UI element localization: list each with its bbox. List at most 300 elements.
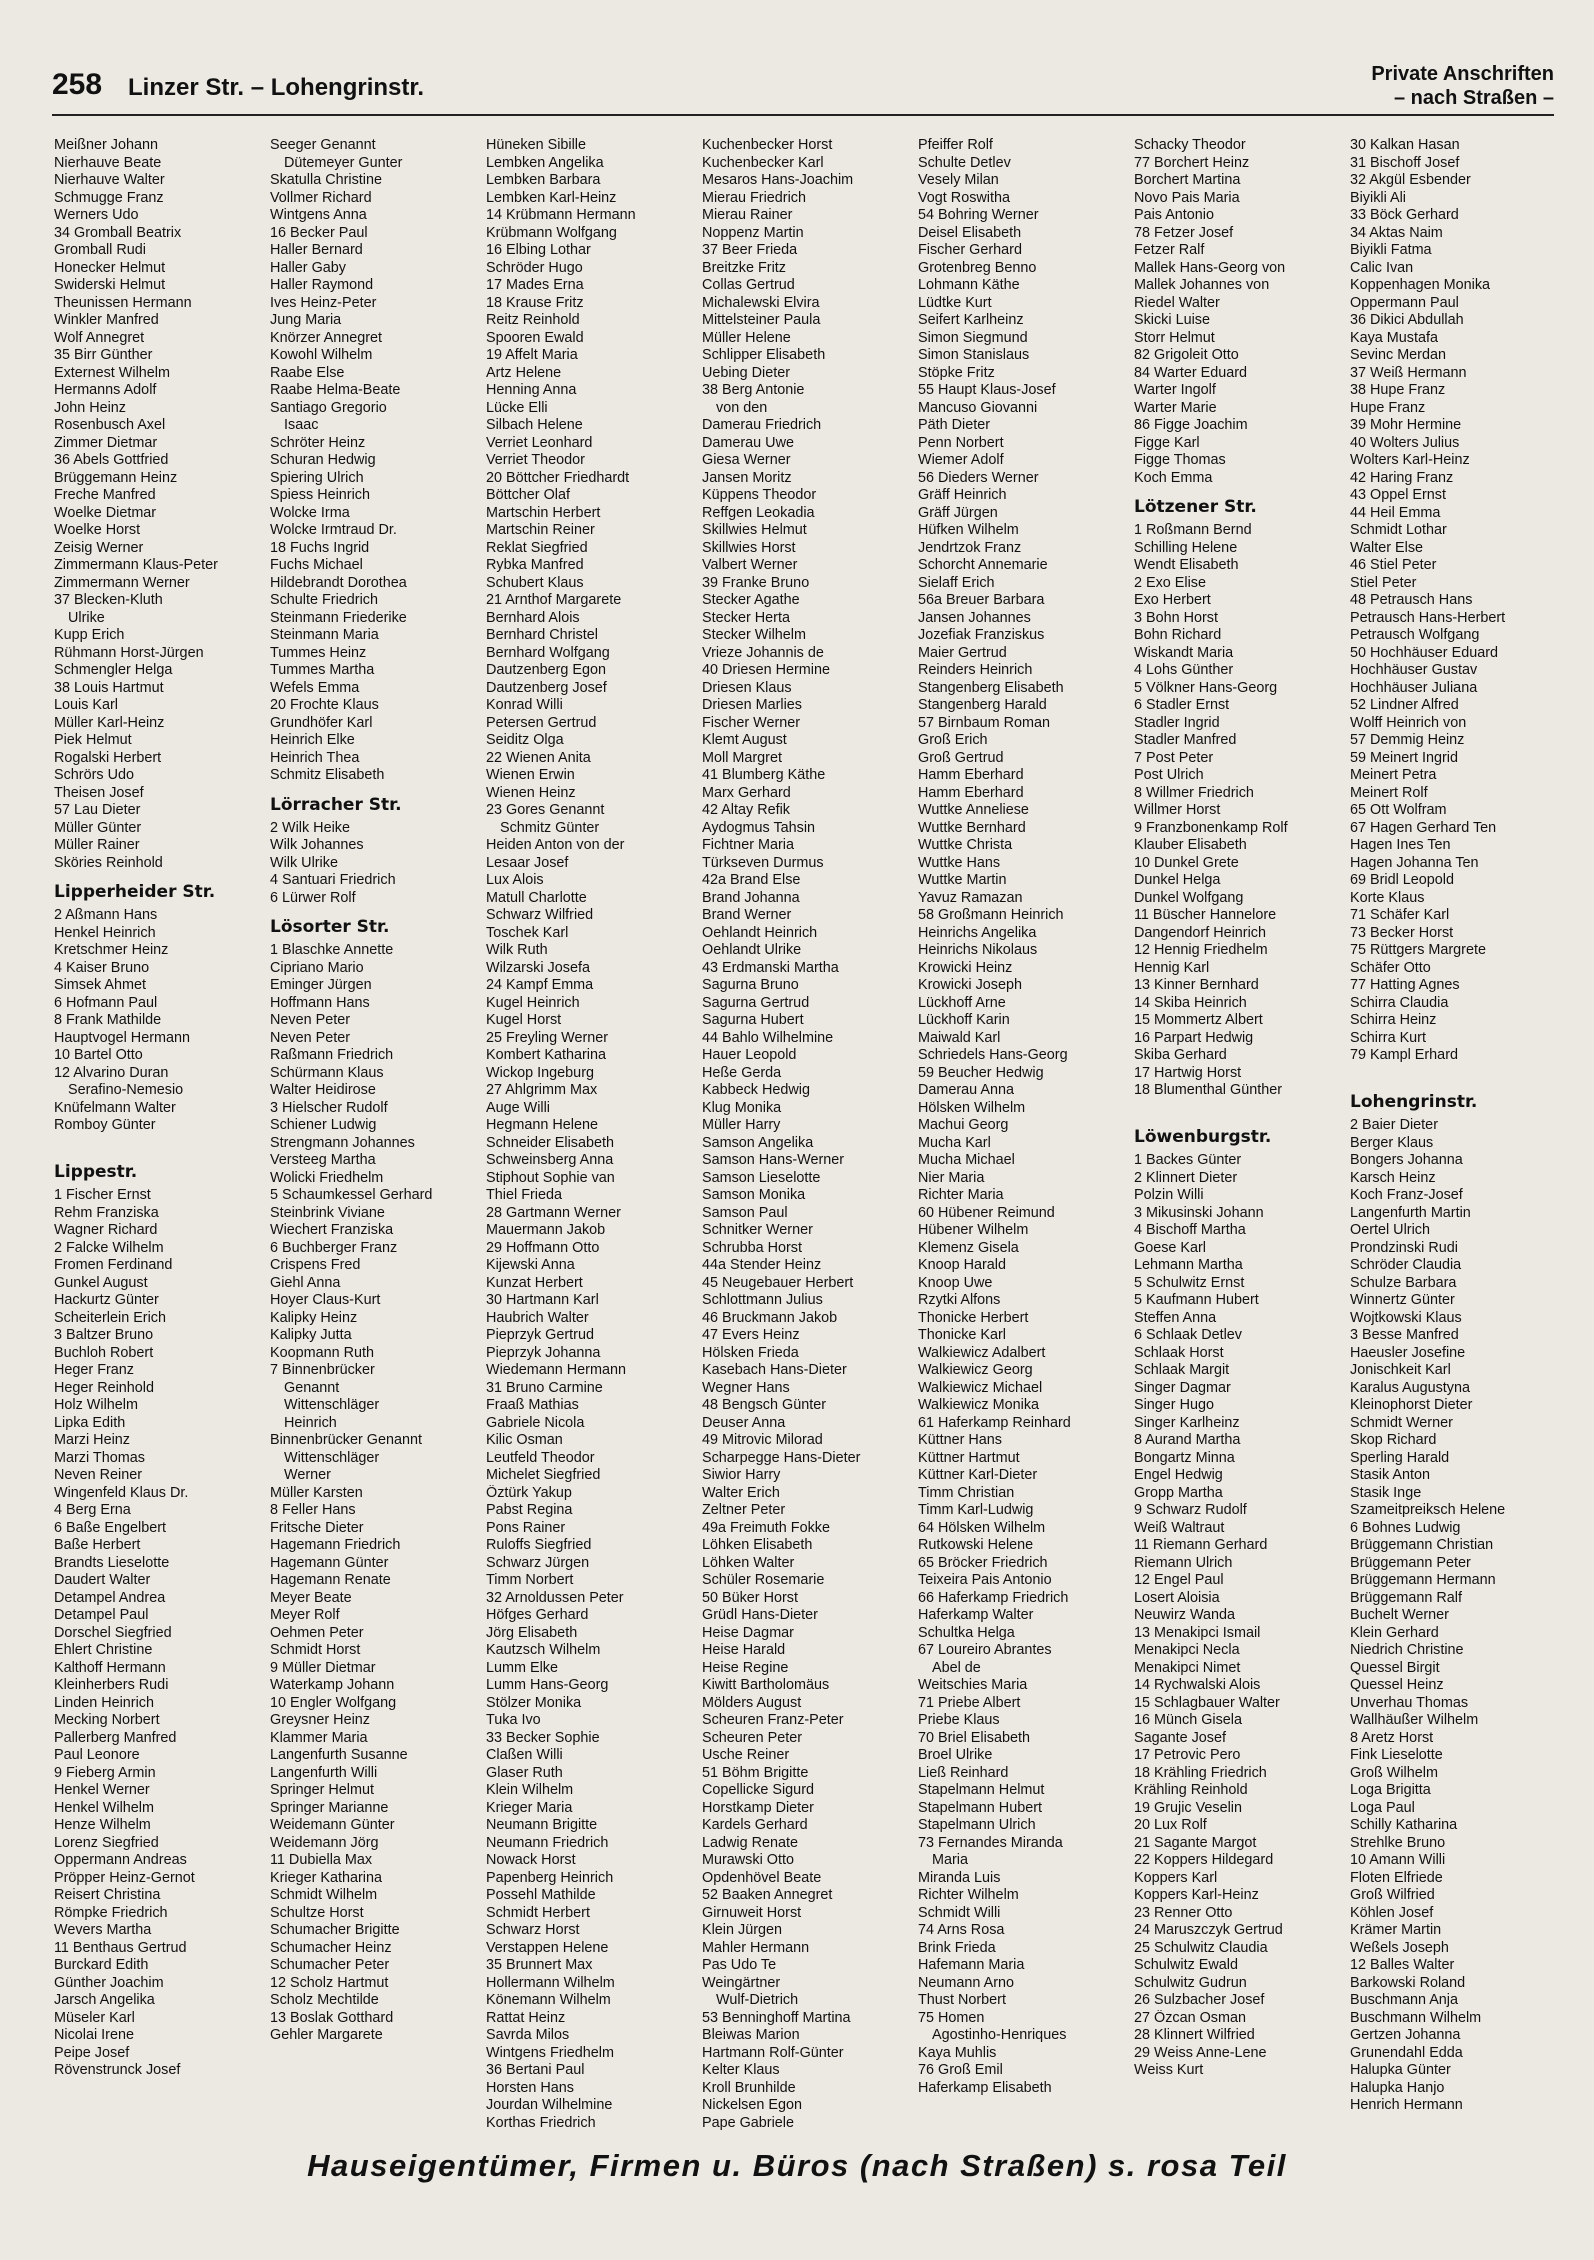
resident-entry: Walter Erich	[702, 1484, 780, 1501]
resident-entry: Hegmann Helene	[486, 1117, 598, 1133]
resident-entry: Oppermann Paul	[1350, 294, 1459, 311]
resident-entry: 16 Münch Gisela	[1134, 1712, 1242, 1728]
resident-entry: Springer Marianne	[270, 1799, 389, 1816]
resident-entry: Wendt Elisabeth	[1134, 557, 1239, 573]
resident-entry: Fetzer Ralf	[1134, 242, 1205, 258]
resident-entry: Walkiewicz Georg	[918, 1362, 1033, 1378]
resident-entry: Zimmer Dietmar	[54, 434, 158, 451]
resident-entry: Groß Wilhelm	[1350, 1764, 1438, 1781]
resident-entry: Kuchenbecker Horst	[702, 137, 833, 153]
resident-entry: 3 Baltzer Bruno	[54, 1327, 154, 1343]
resident-entry: Sperling Harald	[1350, 1449, 1450, 1466]
resident-entry: Heise Regine	[702, 1659, 789, 1676]
resident-entry: Lembken Barbara	[486, 172, 601, 188]
resident-entry: Reisert Christina	[54, 1887, 161, 1903]
resident-entry: Riemann Ulrich	[1134, 1554, 1233, 1571]
resident-entry: 36 Bertani Paul	[486, 2062, 585, 2078]
resident-entry: Daudert Walter	[54, 1572, 151, 1588]
resident-entry: 11 Dubiella Max	[270, 1852, 373, 1868]
resident-entry: Haferkamp Walter	[918, 1607, 1034, 1623]
resident-entry: Pallerberg Manfred	[54, 1729, 177, 1746]
resident-entry: Küttner Hans	[918, 1432, 1002, 1448]
resident-entry: Wolcke Irmtraud Dr.	[270, 522, 397, 538]
resident-entry: Wegner Hans	[702, 1379, 790, 1396]
resident-entry: 1 Blaschke Annette	[270, 942, 394, 958]
resident-entry: Ladwig Renate	[702, 1834, 799, 1851]
column-7	[1350, 137, 1562, 2115]
resident-entry: Schulwitz Gudrun	[1134, 1974, 1247, 1991]
resident-entry: Eminger Jürgen	[270, 977, 372, 993]
resident-entry: Calic Ivan	[1350, 259, 1414, 276]
resident-entry: Schulze Barbara	[1350, 1274, 1457, 1291]
resident-entry: Buchloh Robert	[54, 1344, 154, 1361]
resident-entry: Fischer Gerhard	[918, 242, 1022, 258]
resident-entry: Korthas Friedrich	[486, 2114, 596, 2131]
resident-entry: Bernhard Alois	[486, 609, 580, 626]
resident-entry: Klemt August	[702, 732, 787, 748]
resident-entry: Schriedels Hans-Georg	[918, 1047, 1068, 1063]
street-heading: Lötzener Str.	[1134, 497, 1257, 517]
resident-entry: Ulrike	[68, 609, 105, 626]
resident-entry: Koch Emma	[1134, 469, 1213, 486]
resident-entry: 12 Engel Paul	[1134, 1572, 1224, 1588]
resident-entry: Mallek Hans-Georg von	[1134, 259, 1286, 276]
resident-entry: Kelter Klaus	[702, 2062, 780, 2078]
resident-entry: Goese Karl	[1134, 1239, 1206, 1256]
resident-entry: Dorschel Siegfried	[54, 1624, 172, 1641]
resident-entry: Lembken Karl-Heinz	[486, 189, 617, 206]
resident-entry: Groß Wilfried	[1350, 1887, 1435, 1903]
resident-entry: Rattat Heinz	[486, 2009, 566, 2026]
resident-entry: Scholz Mechtilde	[270, 1992, 379, 2008]
resident-entry: Pabst Regina	[486, 1502, 573, 1518]
resident-entry: Freche Manfred	[54, 487, 156, 503]
resident-entry: Wilk Ruth	[486, 942, 548, 958]
resident-entry: Rogalski Herbert	[54, 749, 162, 766]
resident-entry: Kiwitt Bartholomäus	[702, 1677, 830, 1693]
resident-entry: Fink Lieselotte	[1350, 1747, 1443, 1763]
resident-entry: 41 Blumberg Käthe	[702, 767, 826, 783]
resident-entry: Seiditz Olga	[486, 732, 564, 748]
resident-entry: 31 Bischoff Josef	[1350, 154, 1460, 171]
resident-entry: Kuchenbecker Karl	[702, 154, 824, 171]
resident-entry: Cipriano Mario	[270, 959, 364, 976]
resident-entry: Schröder Claudia	[1350, 1257, 1462, 1273]
resident-entry: Martschin Herbert	[486, 504, 601, 521]
resident-entry: Woelke Dietmar	[54, 504, 157, 521]
resident-entry: Hauptvogel Hermann	[54, 1029, 190, 1046]
resident-entry: Crispens Fred	[270, 1257, 361, 1273]
resident-entry: Henrich Hermann	[1350, 2097, 1463, 2113]
resident-entry: 44 Heil Emma	[1350, 504, 1441, 521]
resident-entry: 40 Wolters Julius	[1350, 434, 1460, 451]
resident-entry: Koopmann Ruth	[270, 1344, 375, 1361]
resident-entry: 20 Lux Rolf	[1134, 1817, 1207, 1833]
resident-entry: Lux Alois	[486, 872, 544, 888]
resident-entry: Timm Norbert	[486, 1572, 574, 1588]
resident-entry: Schröter Heinz	[270, 434, 366, 451]
resident-entry: 5 Schulwitz Ernst	[1134, 1274, 1245, 1291]
resident-entry: Marzi Heinz	[54, 1432, 130, 1448]
resident-entry: Heinrich Thea	[270, 749, 360, 766]
resident-entry: Bernhard Christel	[486, 627, 598, 643]
resident-entry: Greysner Heinz	[270, 1712, 370, 1728]
resident-entry: 8 Willmer Friedrich	[1134, 784, 1254, 801]
resident-entry: Kilic Osman	[486, 1432, 563, 1448]
resident-entry: Brandts Lieselotte	[54, 1554, 170, 1571]
resident-entry: Wickop Ingeburg	[486, 1064, 594, 1081]
resident-entry: Reitz Reinhold	[486, 312, 580, 328]
resident-entry: Teixeira Pais Antonio	[918, 1572, 1052, 1588]
resident-entry: Thonicke Karl	[918, 1327, 1006, 1343]
resident-entry: Honecker Helmut	[54, 259, 166, 276]
resident-entry: Reklat Siegfried	[486, 539, 588, 556]
resident-entry: Berger Klaus	[1350, 1134, 1434, 1151]
resident-entry: 60 Hübener Reimund	[918, 1204, 1055, 1221]
resident-entry: 12 Hennig Friedhelm	[1134, 942, 1268, 958]
resident-entry: 36 Dikici Abdullah	[1350, 312, 1464, 328]
resident-entry: Meinert Petra	[1350, 767, 1437, 783]
resident-entry: 14 Rychwalski Alois	[1134, 1677, 1261, 1693]
resident-entry: Raßmann Friedrich	[270, 1047, 394, 1063]
resident-entry: 32 Arnoldussen Peter	[486, 1589, 624, 1606]
resident-entry: Woelke Horst	[54, 522, 141, 538]
resident-entry: Pieprzyk Johanna	[486, 1344, 601, 1361]
section-label	[1371, 62, 1554, 110]
resident-entry: Schröder Hugo	[486, 259, 583, 276]
resident-entry: Wuttke Martin	[918, 872, 1007, 888]
resident-entry: Schmidt Lothar	[1350, 522, 1447, 538]
resident-entry: 16 Becker Paul	[270, 224, 368, 241]
resident-entry: Louis Karl	[54, 697, 118, 713]
resident-entry: 49 Mitrovic Milorad	[702, 1432, 823, 1448]
resident-entry: Lückhoff Arne	[918, 994, 1006, 1011]
resident-entry: 33 Becker Sophie	[486, 1729, 600, 1746]
resident-entry: Quessel Birgit	[1350, 1659, 1440, 1676]
resident-entry: Hagemann Günter	[270, 1554, 389, 1571]
resident-entry: 79 Kampl Erhard	[1350, 1047, 1458, 1063]
resident-entry: Spiess Heinrich	[270, 487, 370, 503]
resident-entry: Bleiwas Marion	[702, 2027, 800, 2043]
resident-entry: 19 Grujic Veselin	[1134, 1799, 1242, 1816]
resident-entry: Uebing Dieter	[702, 364, 790, 381]
resident-entry: 6 Stadler Ernst	[1134, 697, 1230, 713]
resident-entry: 47 Evers Heinz	[702, 1327, 800, 1343]
resident-entry: Stasik Inge	[1350, 1484, 1422, 1501]
resident-entry: Ehlert Christine	[54, 1642, 153, 1658]
resident-entry: 48 Petrausch Hans	[1350, 592, 1473, 608]
resident-entry: Sköries Reinhold	[54, 854, 163, 871]
resident-entry: Walter Heidirose	[270, 1082, 376, 1098]
column-1	[54, 137, 266, 2080]
resident-entry: Singer Dagmar	[1134, 1379, 1231, 1396]
resident-entry: Walkiewicz Monika	[918, 1397, 1040, 1413]
resident-entry: 55 Haupt Klaus-Josef	[918, 382, 1056, 398]
resident-entry: Abel de	[932, 1659, 981, 1676]
resident-entry: Rehm Franziska	[54, 1204, 159, 1221]
resident-entry: Petrausch Wolfgang	[1350, 627, 1480, 643]
resident-entry: 4 Santuari Friedrich	[270, 872, 396, 888]
resident-entry: Weingärtner	[702, 1974, 781, 1991]
resident-entry: Wienen Heinz	[486, 784, 576, 801]
resident-entry: 8 Frank Mathilde	[54, 1012, 162, 1028]
resident-entry: Grotenbreg Benno	[918, 259, 1037, 276]
resident-entry: Isaac	[284, 417, 319, 433]
resident-entry: 17 Petrovic Pero	[1134, 1747, 1241, 1763]
resident-entry: Reinders Heinrich	[918, 662, 1033, 678]
resident-entry: Mesaros Hans-Joachim	[702, 172, 854, 188]
resident-entry: 2 Exo Elise	[1134, 574, 1206, 591]
resident-entry: Hamm Eberhard	[918, 784, 1024, 801]
resident-entry: Claßen Willi	[486, 1747, 563, 1763]
resident-entry: 59 Meinert Ingrid	[1350, 749, 1458, 766]
resident-entry: Stöpke Fritz	[918, 364, 995, 381]
resident-entry: 13 Menakipci Ismail	[1134, 1624, 1261, 1641]
resident-entry: Hackurtz Günter	[54, 1292, 159, 1308]
resident-entry: Wuttke Bernhard	[918, 819, 1026, 836]
resident-entry: Riedel Walter	[1134, 294, 1220, 311]
resident-entry: Skiba Gerhard	[1134, 1047, 1227, 1063]
resident-entry: Steinbrink Viviane	[270, 1204, 385, 1221]
resident-entry: Karsch Heinz	[1350, 1169, 1436, 1186]
resident-entry: Reffgen Leokadia	[702, 504, 815, 521]
resident-entry: Küttner Hartmut	[918, 1449, 1020, 1466]
resident-entry: Konrad Willi	[486, 697, 563, 713]
resident-entry: Bongers Johanna	[1350, 1152, 1463, 1168]
resident-entry: Scheiterlein Erich	[54, 1309, 166, 1326]
resident-entry: Schubert Klaus	[486, 574, 584, 591]
resident-entry: 66 Haferkamp Friedrich	[918, 1589, 1069, 1606]
resident-entry: Schlaak Horst	[1134, 1344, 1224, 1361]
resident-entry: Timm Christian	[918, 1484, 1015, 1501]
resident-entry: Ruloffs Siegfried	[486, 1537, 592, 1553]
resident-entry: Neven Reiner	[54, 1467, 142, 1483]
resident-entry: Damerau Anna	[918, 1082, 1014, 1098]
resident-entry: Auge Willi	[486, 1099, 550, 1116]
resident-entry: Stangenberg Harald	[918, 697, 1047, 713]
resident-entry: Scheuren Franz-Peter	[702, 1712, 844, 1728]
resident-entry: Hübener Wilhelm	[918, 1222, 1029, 1238]
resident-entry: Prondzinski Rudi	[1350, 1239, 1458, 1256]
resident-entry: Schmidt Herbert	[486, 1904, 590, 1921]
resident-entry: Wuttke Hans	[918, 854, 1001, 871]
resident-entry: Wagner Richard	[54, 1222, 158, 1238]
resident-entry: 18 Krause Fritz	[486, 294, 584, 311]
resident-entry: Schrörs Udo	[54, 767, 134, 783]
resident-entry: Spooren Ewald	[486, 329, 584, 346]
resident-entry: 25 Freyling Werner	[486, 1029, 609, 1046]
resident-entry: Schmidt Horst	[270, 1642, 361, 1658]
resident-entry: Nickelsen Egon	[702, 2097, 802, 2113]
resident-entry: Detampel Andrea	[54, 1589, 166, 1606]
resident-entry: 70 Briel Elisabeth	[918, 1729, 1030, 1746]
resident-entry: 29 Hoffmann Otto	[486, 1239, 600, 1256]
resident-entry: Küppens Theodor	[702, 487, 817, 503]
resident-entry: 34 Aktas Naim	[1350, 224, 1443, 241]
resident-entry: Hauer Leopold	[702, 1047, 797, 1063]
resident-entry: Wilk Ulrike	[270, 854, 338, 871]
resident-entry: Stapelmann Helmut	[918, 1782, 1045, 1798]
resident-entry: Burckard Edith	[54, 1957, 149, 1973]
resident-entry: Heinrich Elke	[270, 732, 355, 748]
resident-entry: Wintgens Friedhelm	[486, 2044, 614, 2061]
resident-entry: Wolff Heinrich von	[1350, 714, 1467, 731]
resident-entry: Hüneken Sibille	[486, 137, 586, 153]
resident-entry: Pons Rainer	[486, 1519, 566, 1536]
resident-entry: 56a Breuer Barbara	[918, 592, 1045, 608]
resident-entry: Barkowski Roland	[1350, 1974, 1466, 1991]
resident-entry: Koppenhagen Monika	[1350, 277, 1491, 293]
resident-entry: Stölzer Monika	[486, 1694, 582, 1711]
resident-entry: Kabbeck Hedwig	[702, 1082, 810, 1098]
resident-entry: Menakipci Nimet	[1134, 1659, 1241, 1676]
resident-entry: 43 Oppel Ernst	[1350, 487, 1446, 503]
resident-entry: Schmengler Helga	[54, 662, 173, 678]
resident-entry: Stadler Manfred	[1134, 732, 1237, 748]
resident-entry: Vogt Roswitha	[918, 189, 1010, 206]
resident-entry: Heise Harald	[702, 1642, 786, 1658]
resident-entry: Jozefiak Franziskus	[918, 627, 1045, 643]
resident-entry: Höfges Gerhard	[486, 1607, 589, 1623]
resident-entry: Tuka Ivo	[486, 1712, 541, 1728]
resident-entry: Mallek Johannes von	[1134, 277, 1270, 293]
resident-entry: Hoffmann Hans	[270, 994, 370, 1011]
resident-entry: Artz Helene	[486, 364, 562, 381]
resident-entry: Romboy Günter	[54, 1117, 156, 1133]
resident-entry: 64 Hölsken Wilhelm	[918, 1519, 1046, 1536]
resident-entry: Langenfurth Martin	[1350, 1204, 1471, 1221]
resident-entry: Haller Bernard	[270, 242, 363, 258]
resident-entry: Heise Dagmar	[702, 1624, 794, 1641]
resident-entry: 9 Müller Dietmar	[270, 1659, 376, 1676]
resident-entry: Nicolai Irene	[54, 2027, 134, 2043]
resident-entry: Mancuso Giovanni	[918, 399, 1038, 416]
resident-entry: Schorcht Annemarie	[918, 557, 1048, 573]
resident-entry: Zeisig Werner	[54, 539, 144, 556]
resident-entry: 6 Hofmann Paul	[54, 994, 158, 1011]
resident-entry: 21 Sagante Margot	[1134, 1834, 1257, 1851]
resident-entry: Schrubba Horst	[702, 1239, 802, 1256]
resident-entry: Stadler Ingrid	[1134, 714, 1220, 731]
resident-entry: Deisel Elisabeth	[918, 224, 1022, 241]
resident-entry: Müller Karl-Heinz	[54, 714, 165, 731]
resident-entry: Wittenschläger	[284, 1397, 380, 1413]
resident-entry: Türkseven Durmus	[702, 854, 824, 871]
resident-entry: 1 Backes Günter	[1134, 1152, 1242, 1168]
resident-entry: Schultze Horst	[270, 1904, 364, 1921]
resident-entry: Szameitpreiksch Helene	[1350, 1502, 1506, 1518]
resident-entry: Damerau Uwe	[702, 434, 794, 451]
resident-entry: Wolf Annegret	[54, 329, 145, 346]
resident-entry: Biyikli Fatma	[1350, 242, 1432, 258]
resident-entry: Tummes Martha	[270, 662, 375, 678]
resident-entry: Borchert Martina	[1134, 172, 1241, 188]
resident-entry: Knörzer Annegret	[270, 329, 382, 346]
resident-entry: Aydogmus Tahsin	[702, 819, 816, 836]
resident-entry: 4 Bischoff Martha	[1134, 1222, 1246, 1238]
column-3	[486, 137, 698, 2132]
resident-entry: Schlipper Elisabeth	[702, 347, 826, 363]
resident-entry: Petersen Gertrud	[486, 714, 597, 731]
resident-entry: Warter Ingolf	[1134, 382, 1216, 398]
resident-entry: Singer Karlheinz	[1134, 1414, 1240, 1431]
resident-entry: Hamm Eberhard	[918, 767, 1024, 783]
resident-entry: Mierau Friedrich	[702, 189, 806, 206]
street-heading: Lippestr.	[54, 1162, 138, 1182]
resident-entry: Schwarz Wilfried	[486, 907, 594, 923]
resident-entry: Tummes Heinz	[270, 644, 367, 661]
resident-entry: Losert Aloisia	[1134, 1589, 1220, 1606]
resident-entry: Langenfurth Susanne	[270, 1747, 408, 1763]
resident-entry: Haller Gaby	[270, 259, 346, 276]
resident-entry: Wuttke Anneliese	[918, 802, 1029, 818]
resident-entry: Post Ulrich	[1134, 767, 1204, 783]
resident-entry: Schmidt Werner	[1350, 1414, 1453, 1431]
resident-entry: 61 Haferkamp Reinhard	[918, 1414, 1071, 1431]
resident-entry: Matull Charlotte	[486, 889, 587, 906]
resident-entry: Haller Raymond	[270, 277, 374, 293]
resident-entry: Penn Norbert	[918, 434, 1004, 451]
resident-entry: Lückhoff Karin	[918, 1012, 1010, 1028]
resident-entry: Springer Helmut	[270, 1782, 374, 1798]
resident-entry: 52 Lindner Alfred	[1350, 697, 1459, 713]
resident-entry: Opdenhövel Beate	[702, 1869, 822, 1886]
resident-entry: Schmitz Günter	[500, 819, 600, 836]
resident-entry: Quessel Heinz	[1350, 1677, 1444, 1693]
resident-entry: Hildebrandt Dorothea	[270, 574, 407, 591]
resident-entry: Agostinho-Henriques	[932, 2027, 1067, 2043]
resident-entry: Mauermann Jakob	[486, 1222, 606, 1238]
resident-entry: Marx Gerhard	[702, 784, 791, 801]
spacer	[1350, 1065, 1562, 1083]
resident-entry: 5 Völkner Hans-Georg	[1134, 679, 1278, 696]
resident-entry: Novo Pais Maria	[1134, 189, 1240, 206]
resident-entry: Skillwies Horst	[702, 539, 796, 556]
resident-entry: 50 Büker Horst	[702, 1589, 798, 1606]
resident-entry: 13 Boslak Gotthard	[270, 2009, 394, 2026]
section-label-line-1: Private Anschriften	[1371, 63, 1554, 85]
resident-entry: Schulte Friedrich	[270, 592, 378, 608]
resident-entry: Koppers Karl-Heinz	[1134, 1887, 1259, 1903]
resident-entry: Schürmann Klaus	[270, 1064, 384, 1081]
resident-entry: 24 Kampf Emma	[486, 977, 594, 993]
resident-entry: 58 Großmann Heinrich	[918, 907, 1064, 923]
resident-entry: Schneider Elisabeth	[486, 1134, 614, 1151]
resident-entry: Raabe Helma-Beate	[270, 382, 401, 398]
resident-entry: Wojtkowski Klaus	[1350, 1309, 1462, 1326]
resident-entry: Nierhauve Walter	[54, 172, 165, 188]
resident-entry: 8 Aretz Horst	[1350, 1729, 1434, 1746]
resident-entry: 71 Schäfer Karl	[1350, 907, 1450, 923]
resident-entry: 12 Scholz Hartmut	[270, 1974, 389, 1991]
resident-entry: 10 Engler Wolfgang	[270, 1694, 397, 1711]
resident-entry: Fromen Ferdinand	[54, 1257, 173, 1273]
resident-entry: Haferkamp Elisabeth	[918, 2079, 1052, 2096]
resident-entry: Jansen Johannes	[918, 609, 1031, 626]
resident-entry: 56 Dieders Werner	[918, 469, 1039, 486]
resident-entry: Ließ Reinhard	[918, 1764, 1009, 1781]
resident-entry: 7 Binnenbrücker	[270, 1362, 375, 1378]
resident-entry: Krübmann Wolfgang	[486, 224, 617, 241]
resident-entry: Wevers Martha	[54, 1922, 152, 1938]
resident-entry: 5 Kaufmann Hubert	[1134, 1292, 1259, 1308]
resident-entry: 42 Haring Franz	[1350, 469, 1454, 486]
resident-entry: Heinrichs Angelika	[918, 924, 1037, 941]
resident-entry: Scharpegge Hans-Dieter	[702, 1449, 861, 1466]
resident-entry: 75 Homen	[918, 2009, 985, 2026]
resident-entry: Verstappen Helene	[486, 1939, 609, 1956]
resident-entry: Possehl Mathilde	[486, 1887, 596, 1903]
